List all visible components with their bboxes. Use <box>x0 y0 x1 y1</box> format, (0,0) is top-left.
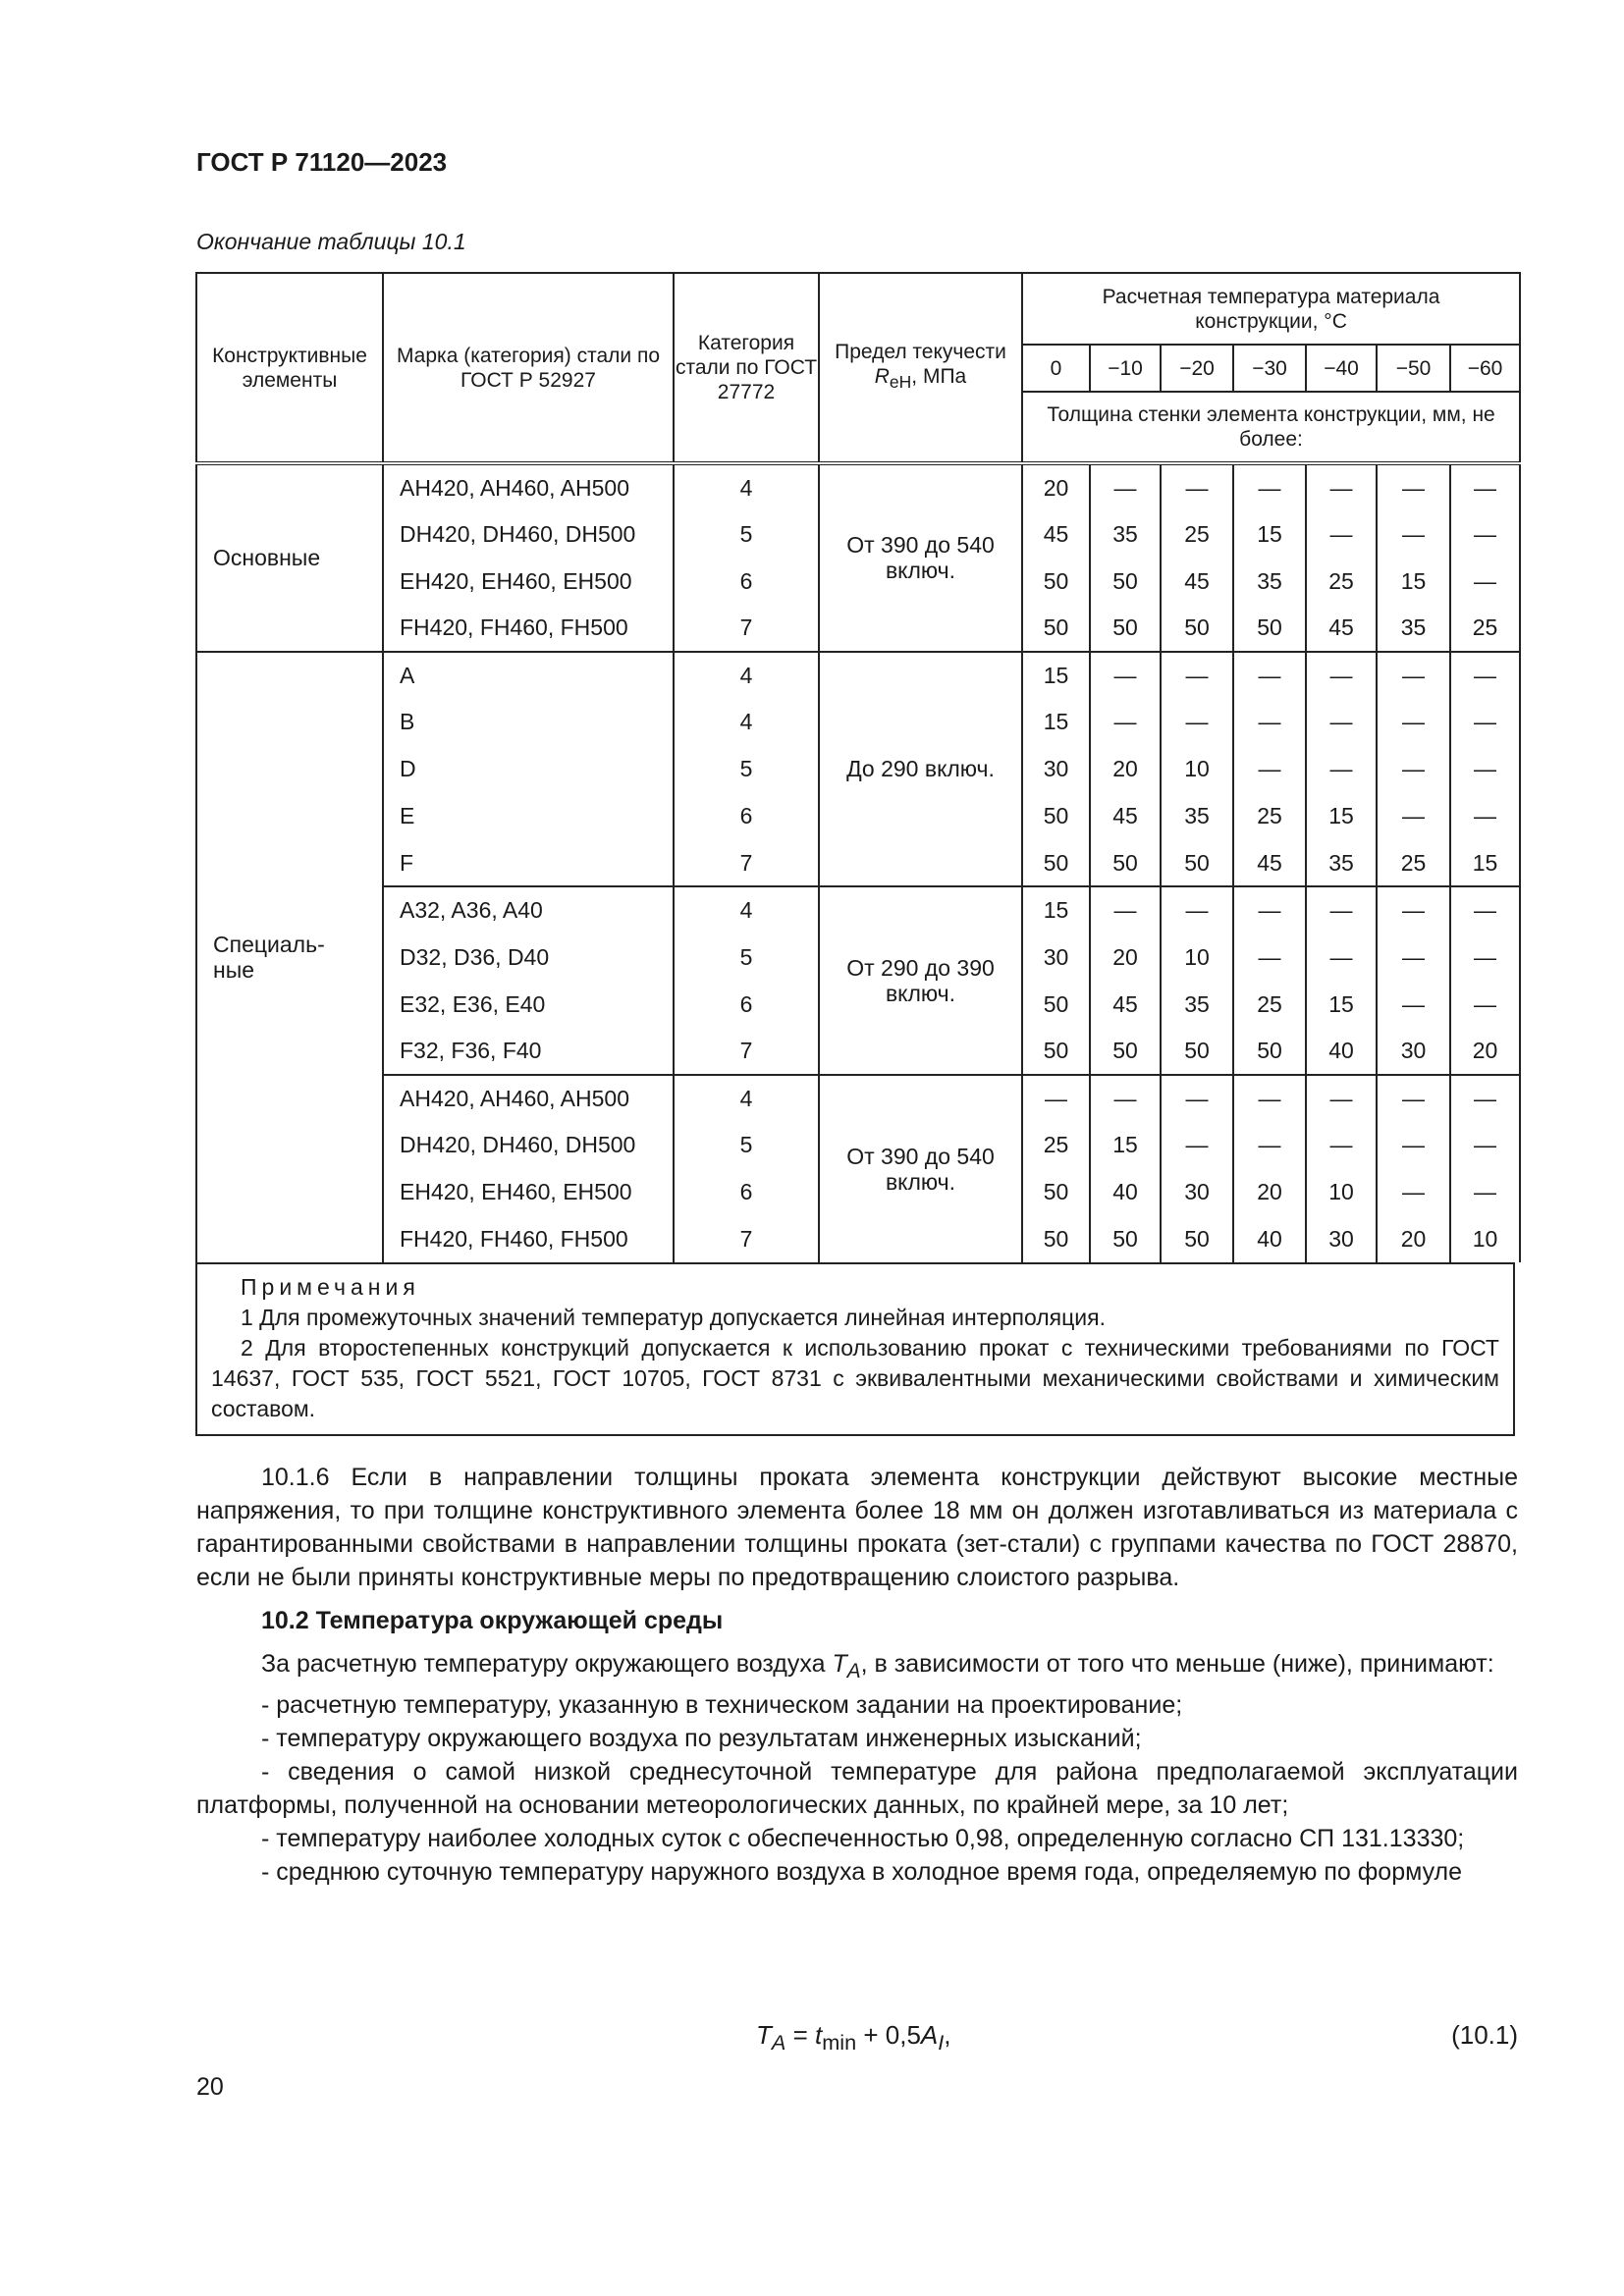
header-temp-6: −60 <box>1450 345 1520 392</box>
thickness-cell: 25 <box>1233 792 1306 839</box>
thickness-cell: — <box>1450 698 1520 745</box>
thickness-cell: — <box>1306 886 1377 934</box>
thickness-cell: — <box>1450 1075 1520 1122</box>
category-cell: 5 <box>674 510 819 558</box>
header-elements: Конструктивные элементы <box>196 273 383 463</box>
thickness-cell: 45 <box>1090 792 1161 839</box>
thickness-cell: 25 <box>1022 1121 1090 1168</box>
grade-cell: FH420, FH460, FH500 <box>383 605 674 652</box>
thickness-cell: — <box>1306 745 1377 792</box>
thickness-cell: — <box>1233 1075 1306 1122</box>
thickness-cell: — <box>1233 745 1306 792</box>
f-end: , <box>944 2020 951 2050</box>
thickness-cell: — <box>1450 745 1520 792</box>
category-cell: 5 <box>674 1121 819 1168</box>
document-header: ГОСТ Р 71120—2023 <box>196 147 448 177</box>
thickness-cell: 50 <box>1022 1215 1090 1262</box>
thickness-cell: — <box>1306 1121 1377 1168</box>
notes-title: Примечания <box>241 1274 420 1300</box>
yield-cell: До 290 включ. <box>819 652 1022 886</box>
thickness-cell: 15 <box>1022 886 1090 934</box>
f-lhs-sub: A <box>771 2030 786 2056</box>
thickness-cell: — <box>1306 463 1377 510</box>
grade-cell: F <box>383 839 674 886</box>
table-row <box>196 652 1520 699</box>
thickness-cell: — <box>1306 652 1377 699</box>
grade-cell: A32, A36, A40 <box>383 886 674 934</box>
thickness-cell: — <box>1377 792 1450 839</box>
ta-symbol: T <box>832 1650 847 1678</box>
page-number: 20 <box>196 2073 224 2101</box>
category-cell: 4 <box>674 1075 819 1122</box>
thickness-cell: 25 <box>1161 510 1233 558</box>
thickness-cell: 50 <box>1022 981 1090 1028</box>
category-cell: 5 <box>674 934 819 981</box>
yield-cell: От 290 до 390 включ. <box>819 886 1022 1075</box>
thickness-cell: — <box>1233 934 1306 981</box>
thickness-cell: 25 <box>1450 605 1520 652</box>
thickness-cell: 25 <box>1306 558 1377 605</box>
thickness-cell: — <box>1377 981 1450 1028</box>
thickness-cell: 20 <box>1377 1215 1450 1262</box>
thickness-cell: — <box>1377 1168 1450 1215</box>
section-heading-10-2: 10.2 Температура окружающей среды <box>261 1607 724 1634</box>
thickness-cell: — <box>1450 510 1520 558</box>
thickness-cell: 20 <box>1090 745 1161 792</box>
thickness-cell: — <box>1450 792 1520 839</box>
thickness-cell: — <box>1233 698 1306 745</box>
thickness-cell: — <box>1233 652 1306 699</box>
thickness-cell: 45 <box>1233 839 1306 886</box>
thickness-cell: 40 <box>1306 1028 1377 1075</box>
steel-thickness-table <box>195 272 1521 1262</box>
thickness-cell: — <box>1450 463 1520 510</box>
thickness-cell: 10 <box>1450 1215 1520 1262</box>
header-temperature: Расчетная температура материала конструкции, °C <box>1022 273 1520 345</box>
table-row <box>196 463 1520 510</box>
yield-cell: От 390 до 540 включ. <box>819 463 1022 652</box>
f-a-sub: I <box>938 2030 945 2056</box>
category-cell: 6 <box>674 792 819 839</box>
grade-cell: AH420, AH460, AH500 <box>383 463 674 510</box>
thickness-cell: 50 <box>1022 1028 1090 1075</box>
thickness-cell: 25 <box>1377 839 1450 886</box>
thickness-cell: 50 <box>1090 1028 1161 1075</box>
thickness-cell: 10 <box>1306 1168 1377 1215</box>
thickness-cell: — <box>1233 1121 1306 1168</box>
formula-10-1 <box>0 2020 1518 2059</box>
thickness-cell: — <box>1377 1075 1450 1122</box>
f-eq: = <box>785 2020 815 2050</box>
header-grade: Марка (категория) стали по ГОСТ Р 52927 <box>383 273 674 463</box>
thickness-cell: — <box>1450 886 1520 934</box>
thickness-cell: 30 <box>1306 1215 1377 1262</box>
thickness-cell: 15 <box>1450 839 1520 886</box>
thickness-cell: — <box>1306 698 1377 745</box>
grade-cell: F32, F36, F40 <box>383 1028 674 1075</box>
yield-unit: , МПа <box>911 365 967 389</box>
thickness-cell: — <box>1377 1121 1450 1168</box>
bullet-4: - температуру наиболее холодных суток с обеспеченностью 0,98, определенную согласно СП 131.13330; <box>261 1825 1465 1852</box>
thickness-cell: 50 <box>1090 605 1161 652</box>
header-thickness: Толщина стенки элемента конструкции, мм, не более: <box>1022 392 1520 463</box>
thickness-cell: 50 <box>1022 1168 1090 1215</box>
header-yield <box>819 273 1022 463</box>
thickness-cell: 35 <box>1377 605 1450 652</box>
thickness-cell: 40 <box>1090 1168 1161 1215</box>
formula-expression <box>756 2020 951 2056</box>
header-yield-label: Предел текучести <box>835 341 1006 364</box>
category-cell: 5 <box>674 745 819 792</box>
f-rest: + 0,5 <box>856 2020 921 2050</box>
thickness-cell: 50 <box>1022 605 1090 652</box>
category-cell: 7 <box>674 1028 819 1075</box>
thickness-cell: — <box>1161 463 1233 510</box>
grade-cell: E32, E36, E40 <box>383 981 674 1028</box>
thickness-cell: — <box>1377 886 1450 934</box>
category-cell: 4 <box>674 698 819 745</box>
f-t-sub: min <box>822 2030 857 2056</box>
table-row <box>196 1075 1520 1122</box>
thickness-cell: — <box>1090 1075 1161 1122</box>
category-cell: 7 <box>674 605 819 652</box>
thickness-cell: 35 <box>1161 792 1233 839</box>
thickness-cell: — <box>1450 1121 1520 1168</box>
category-cell: 4 <box>674 886 819 934</box>
category-cell: 6 <box>674 558 819 605</box>
thickness-cell: 15 <box>1022 698 1090 745</box>
thickness-cell: 50 <box>1233 1028 1306 1075</box>
bullet-3: - сведения о самой низкой среднесуточной температуре для района предполагаемой эксплуатации платформы, полученной на основании метеорологических данных, по крайней мере, за 10 лет; <box>196 1758 1518 1819</box>
paragraph-10-1-6: 10.1.6 Если в направлении толщины проката элемента конструкции действуют высокие местные напряжения, то при толщине конструктивного элемента более 18 мм он должен изготавливаться из материала с гарантированными свойствами в направлении толщины проката (зет-стали) с группами качества по ГОСТ 28870, если не были приняты конструктивные меры по предотвращению слоистого разрыва. <box>196 1464 1518 1591</box>
ta-intro-text-end: , в зависимости от того что меньше (ниже), принимают: <box>860 1650 1494 1678</box>
yield-symbol: R <box>874 365 890 389</box>
thickness-cell: 20 <box>1233 1168 1306 1215</box>
thickness-cell: 40 <box>1233 1215 1306 1262</box>
note-1: 1 Для промежуточных значений температур допускается линейная интерполяция. <box>241 1305 1106 1330</box>
grade-cell: EH420, EH460, EH500 <box>383 558 674 605</box>
table-notes <box>195 1262 1515 1436</box>
thickness-cell: 20 <box>1450 1028 1520 1075</box>
thickness-cell: 20 <box>1090 934 1161 981</box>
thickness-cell: 45 <box>1022 510 1090 558</box>
category-cell: 7 <box>674 1215 819 1262</box>
thickness-cell: 30 <box>1377 1028 1450 1075</box>
thickness-cell: — <box>1161 698 1233 745</box>
thickness-cell: — <box>1233 463 1306 510</box>
f-a: A <box>920 2020 939 2050</box>
thickness-cell: — <box>1377 934 1450 981</box>
thickness-cell: — <box>1450 934 1520 981</box>
grade-cell: DH420, DH460, DH500 <box>383 1121 674 1168</box>
yield-subscript: eH <box>889 372 912 393</box>
header-temp-2: −20 <box>1161 345 1233 392</box>
thickness-cell: — <box>1161 1075 1233 1122</box>
thickness-cell: 15 <box>1377 558 1450 605</box>
thickness-cell: 10 <box>1161 934 1233 981</box>
thickness-cell: 10 <box>1161 745 1233 792</box>
grade-cell: A <box>383 652 674 699</box>
thickness-cell: 15 <box>1022 652 1090 699</box>
thickness-cell: 35 <box>1233 558 1306 605</box>
thickness-cell: 50 <box>1090 558 1161 605</box>
thickness-cell: 45 <box>1161 558 1233 605</box>
thickness-cell: — <box>1450 1168 1520 1215</box>
thickness-cell: 50 <box>1161 1028 1233 1075</box>
ta-subscript: A <box>846 1660 861 1682</box>
category-cell: 7 <box>674 839 819 886</box>
thickness-cell: — <box>1161 886 1233 934</box>
thickness-cell: 50 <box>1022 558 1090 605</box>
thickness-cell: — <box>1161 1121 1233 1168</box>
thickness-cell: 50 <box>1022 792 1090 839</box>
thickness-cell: 50 <box>1161 605 1233 652</box>
bullet-2: - температуру окружающего воздуха по результатам инженерных изысканий; <box>261 1725 1142 1752</box>
note-2: 2 Для второстепенных конструкций допускается к использованию прокат с техническими требованиями по ГОСТ 14637, ГОСТ 535, ГОСТ 5521, ГОСТ 10705, ГОСТ 8731 с эквивалентными механическими свойствами и химическим составом. <box>211 1335 1499 1421</box>
paragraph-ta-intro <box>196 1647 1518 1688</box>
grade-cell: DH420, DH460, DH500 <box>383 510 674 558</box>
thickness-cell: 30 <box>1022 934 1090 981</box>
thickness-cell: — <box>1377 698 1450 745</box>
thickness-cell: 15 <box>1306 981 1377 1028</box>
thickness-cell: — <box>1090 698 1161 745</box>
table-caption: Окончание таблицы 10.1 <box>196 229 466 254</box>
thickness-cell: — <box>1377 463 1450 510</box>
f-lhs: T <box>756 2020 772 2050</box>
thickness-cell: — <box>1377 745 1450 792</box>
thickness-cell: 50 <box>1161 839 1233 886</box>
grade-cell: D32, D36, D40 <box>383 934 674 981</box>
thickness-cell: — <box>1377 652 1450 699</box>
thickness-cell: 45 <box>1306 605 1377 652</box>
f-t: t <box>814 2020 823 2050</box>
body-text <box>196 1461 1518 1889</box>
header-temp-3: −30 <box>1233 345 1306 392</box>
grade-cell: B <box>383 698 674 745</box>
element-cell: Основные <box>196 463 383 652</box>
thickness-cell: 50 <box>1233 605 1306 652</box>
thickness-cell: 25 <box>1233 981 1306 1028</box>
grade-cell: EH420, EH460, EH500 <box>383 1168 674 1215</box>
element-cell: Специаль-ные <box>196 652 383 1263</box>
thickness-cell: — <box>1161 652 1233 699</box>
thickness-cell: — <box>1450 558 1520 605</box>
thickness-cell: — <box>1377 510 1450 558</box>
thickness-cell: — <box>1306 934 1377 981</box>
thickness-cell: 35 <box>1306 839 1377 886</box>
table-row <box>196 886 1520 934</box>
thickness-cell: 20 <box>1022 463 1090 510</box>
thickness-cell: 45 <box>1090 981 1161 1028</box>
bullet-5: - среднюю суточную температуру наружного воздуха в холодное время года, определяемую по формуле <box>261 1858 1463 1886</box>
thickness-cell: — <box>1450 652 1520 699</box>
thickness-cell: 35 <box>1161 981 1233 1028</box>
thickness-cell: — <box>1306 510 1377 558</box>
thickness-cell: 50 <box>1022 839 1090 886</box>
category-cell: 4 <box>674 652 819 699</box>
thickness-cell: — <box>1022 1075 1090 1122</box>
thickness-cell: 50 <box>1090 839 1161 886</box>
header-temp-5: −50 <box>1377 345 1450 392</box>
thickness-cell: — <box>1090 463 1161 510</box>
category-cell: 4 <box>674 463 819 510</box>
grade-cell: D <box>383 745 674 792</box>
thickness-cell: — <box>1090 886 1161 934</box>
thickness-cell: 15 <box>1090 1121 1161 1168</box>
thickness-cell: — <box>1450 981 1520 1028</box>
header-category: Категория стали по ГОСТ 27772 <box>674 273 819 463</box>
ta-intro-text: За расчетную температуру окружающего воздуха <box>261 1650 833 1678</box>
category-cell: 6 <box>674 1168 819 1215</box>
grade-cell: AH420, AH460, AH500 <box>383 1075 674 1122</box>
grade-cell: E <box>383 792 674 839</box>
thickness-cell: 50 <box>1090 1215 1161 1262</box>
thickness-cell: — <box>1233 886 1306 934</box>
category-cell: 6 <box>674 981 819 1028</box>
thickness-cell: 15 <box>1306 792 1377 839</box>
thickness-cell: — <box>1306 1075 1377 1122</box>
header-temp-4: −40 <box>1306 345 1377 392</box>
formula-number: (10.1) <box>1451 2020 1518 2050</box>
bullet-1: - расчетную температуру, указанную в техническом задании на проектирование; <box>261 1691 1183 1719</box>
thickness-cell: — <box>1090 652 1161 699</box>
thickness-cell: 30 <box>1161 1168 1233 1215</box>
thickness-cell: 30 <box>1022 745 1090 792</box>
grade-cell: FH420, FH460, FH500 <box>383 1215 674 1262</box>
thickness-cell: 50 <box>1161 1215 1233 1262</box>
header-temp-0: 0 <box>1022 345 1090 392</box>
thickness-cell: 35 <box>1090 510 1161 558</box>
yield-cell: От 390 до 540 включ. <box>819 1075 1022 1263</box>
header-temp-1: −10 <box>1090 345 1161 392</box>
thickness-cell: 15 <box>1233 510 1306 558</box>
